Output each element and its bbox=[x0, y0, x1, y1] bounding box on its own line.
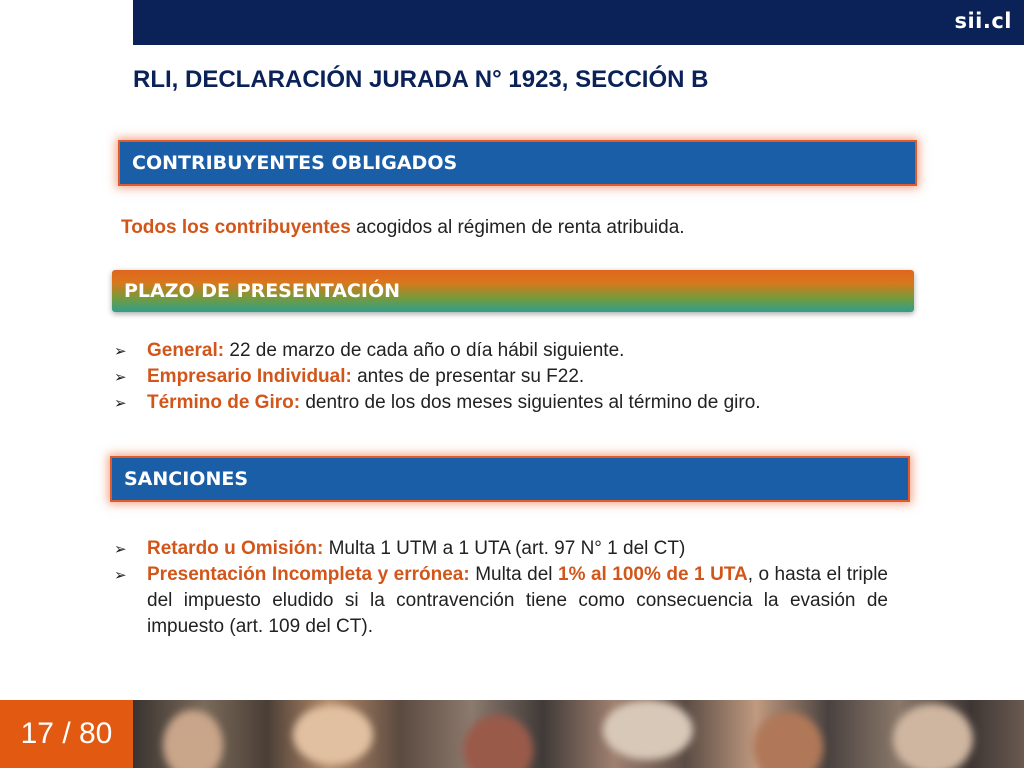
arrow-bullet-icon: ➢ bbox=[114, 368, 127, 386]
section-heading-plazo bbox=[112, 270, 914, 312]
decorative-blob bbox=[463, 715, 533, 768]
arrow-bullet-icon: ➢ bbox=[114, 566, 127, 584]
section-heading-label: PLAZO DE PRESENTACIÓN bbox=[124, 280, 401, 302]
arrow-bullet-icon: ➢ bbox=[114, 342, 127, 360]
sanciones-list bbox=[110, 536, 888, 640]
section-heading-contribuyentes bbox=[120, 142, 915, 184]
item-text: 22 de marzo de cada año o día hábil siguiente. bbox=[224, 340, 625, 361]
item-highlight: 1% al 100% de 1 UTA bbox=[558, 564, 748, 585]
decorative-blob bbox=[893, 704, 973, 768]
list-item bbox=[110, 390, 890, 416]
decorative-blob bbox=[293, 705, 373, 765]
arrow-bullet-icon: ➢ bbox=[114, 540, 127, 558]
item-label: General: bbox=[147, 340, 225, 361]
decorative-blob bbox=[603, 700, 693, 760]
sii-logo: sii.cl bbox=[954, 9, 1012, 33]
page-number: 17 / 80 bbox=[20, 717, 113, 750]
decorative-blob bbox=[753, 712, 823, 768]
item-label: Término de Giro: bbox=[147, 392, 301, 413]
arrow-bullet-icon: ➢ bbox=[114, 394, 127, 412]
slide-title: RLI, DECLARACIÓN JURADA N° 1923, SECCIÓN B bbox=[133, 66, 709, 93]
list-item bbox=[110, 536, 888, 562]
item-text: dentro de los dos meses siguientes al término de giro. bbox=[300, 392, 761, 413]
contribuyentes-bold: Todos los contribuyentes bbox=[121, 217, 351, 238]
page-indicator bbox=[0, 700, 133, 768]
decorative-blob bbox=[163, 710, 223, 768]
list-item bbox=[110, 364, 890, 390]
contribuyentes-rest: acogidos al régimen de renta atribuida. bbox=[350, 217, 685, 238]
item-text: , o hasta el triple del impuesto eludido si la contravención tiene como consecuencia la evasión de impuesto (art. 109 del CT). bbox=[147, 564, 888, 637]
item-label: Presentación Incompleta y errónea: bbox=[147, 564, 470, 585]
item-text: antes de presentar su F22. bbox=[351, 366, 585, 387]
list-item bbox=[110, 338, 890, 364]
footer-crowd-image bbox=[133, 700, 1024, 768]
item-label: Retardo u Omisión: bbox=[147, 538, 324, 559]
section-heading-sanciones bbox=[112, 458, 908, 500]
header-bar bbox=[133, 0, 1024, 45]
item-text: Multa 1 UTM a 1 UTA (art. 97 N° 1 del CT) bbox=[323, 538, 686, 559]
list-item bbox=[110, 562, 888, 640]
plazo-list bbox=[110, 338, 890, 416]
item-label: Empresario Individual: bbox=[147, 366, 352, 387]
contribuyentes-text bbox=[121, 215, 921, 240]
item-text: Multa del bbox=[469, 564, 558, 585]
section-heading-label: SANCIONES bbox=[124, 468, 249, 490]
section-heading-label: CONTRIBUYENTES OBLIGADOS bbox=[132, 152, 458, 174]
